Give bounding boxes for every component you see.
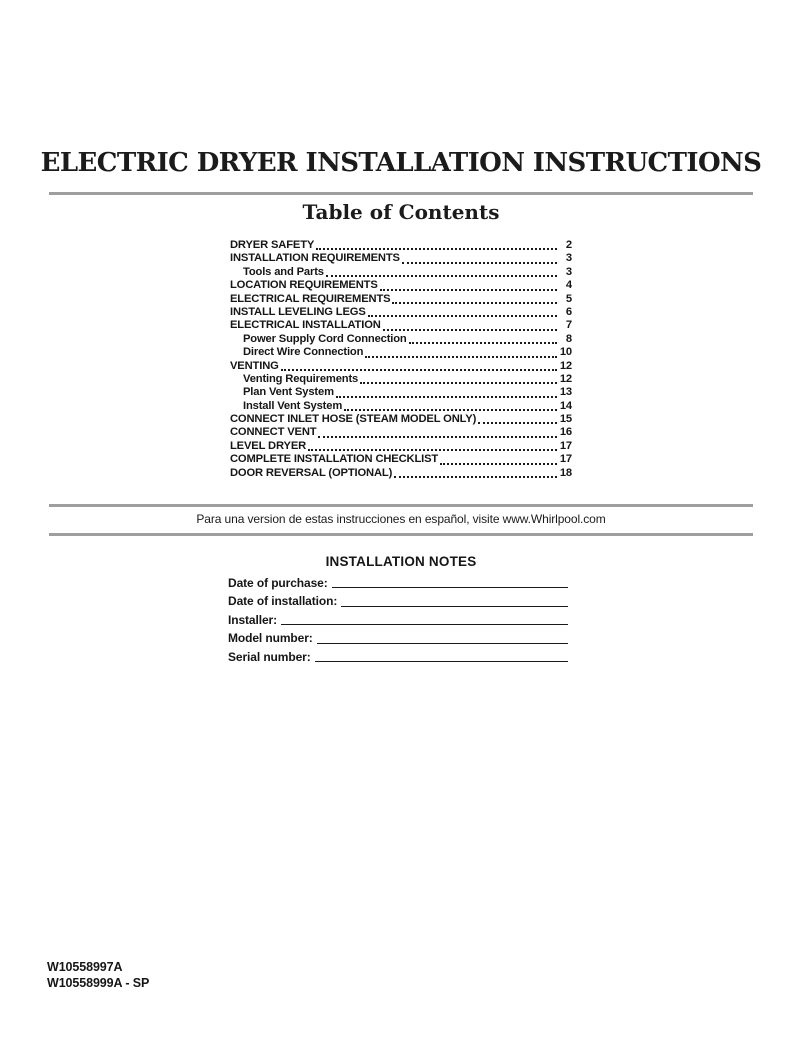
toc-title: Table of Contents: [302, 200, 500, 224]
part-number-primary: W10558997A: [47, 960, 123, 974]
toc-dot-leader: [440, 453, 557, 464]
toc-page-number: 6: [565, 305, 572, 318]
part-number-spanish: W10558999A - SP: [47, 976, 150, 990]
toc-page-number: 18: [559, 466, 572, 479]
toc-page-number: 10: [559, 346, 572, 359]
note-field-blank-line: [315, 661, 568, 662]
toc-entry: [230, 252, 572, 265]
toc-entry-label: Power Supply Cord Connection: [243, 332, 407, 345]
toc-dot-leader: [402, 252, 557, 263]
note-field-row: [228, 572, 568, 591]
toc-entry: [230, 400, 572, 413]
toc-dot-leader: [360, 373, 557, 384]
toc-dot-leader: [392, 293, 557, 304]
toc-entry: [230, 453, 572, 466]
divider-rule-top: [49, 192, 753, 195]
toc-dot-leader: [326, 266, 557, 277]
note-field-blank-line: [332, 587, 568, 588]
note-field-row: [228, 646, 568, 665]
toc-entry: [230, 413, 572, 426]
toc-dot-leader: [318, 426, 557, 437]
toc-entry-label: Venting Requirements: [243, 372, 359, 385]
toc-entry-label: Plan Vent System: [243, 386, 334, 399]
note-field-blank-line: [281, 624, 568, 625]
spanish-notice: Para una version de estas instrucciones en español, visite www.Whirlpool.com: [196, 512, 606, 526]
toc-dot-leader: [409, 333, 557, 344]
toc-entry: [230, 319, 572, 332]
toc-page-number: 3: [565, 252, 572, 265]
note-field-label: Installer:: [228, 612, 278, 627]
toc-entry: [230, 346, 572, 359]
toc-entry-label: Install Vent System: [243, 399, 343, 412]
toc-dot-leader: [368, 306, 557, 317]
toc-entry-label: VENTING: [230, 359, 279, 372]
toc-entry: [230, 239, 572, 252]
toc-page-number: 8: [565, 332, 572, 345]
toc-dot-leader: [344, 400, 557, 411]
toc-page-number: 12: [559, 372, 572, 385]
divider-rule-notice-top: [49, 504, 753, 507]
part-numbers: [47, 959, 149, 991]
toc-page-number: 2: [565, 239, 572, 251]
toc-dot-leader: [383, 319, 557, 330]
toc-page-number: 5: [565, 292, 572, 305]
toc-dot-leader: [365, 346, 557, 357]
toc-entry: [230, 293, 572, 306]
toc-dot-leader: [336, 386, 557, 397]
toc-dot-leader: [281, 360, 557, 371]
toc-dot-leader: [380, 279, 557, 290]
toc-entry-label: INSTALLATION REQUIREMENTS: [230, 252, 400, 265]
toc-page-number: 13: [559, 386, 572, 399]
installation-notes-heading: INSTALLATION NOTES: [325, 554, 477, 569]
toc-entry-label: LEVEL DRYER: [230, 439, 307, 452]
toc-page-number: 7: [565, 319, 572, 332]
toc-entry: [230, 266, 572, 279]
note-field-blank-line: [341, 606, 568, 607]
toc-dot-leader: [394, 467, 557, 478]
note-field-row: [228, 591, 568, 610]
toc-entry: [230, 360, 572, 373]
note-field-label: Date of purchase:: [228, 575, 328, 590]
toc-entry: [230, 467, 572, 480]
toc-entry-label: ELECTRICAL REQUIREMENTS: [230, 292, 391, 305]
installation-notes-fields: [228, 572, 568, 665]
toc-entry: [230, 386, 572, 399]
toc-page-number: 15: [559, 413, 572, 426]
toc-entry: [230, 306, 572, 319]
toc-entry: [230, 373, 572, 386]
toc-entry-label: LOCATION REQUIREMENTS: [230, 279, 378, 292]
toc-entry-label: COMPLETE INSTALLATION CHECKLIST: [230, 453, 439, 466]
table-of-contents: [230, 239, 572, 480]
note-field-label: Model number:: [228, 631, 313, 645]
note-field-blank-line: [317, 643, 568, 644]
toc-page-number: 12: [559, 359, 572, 372]
toc-page-number: 17: [559, 453, 572, 466]
toc-entry-label: DOOR REVERSAL (OPTIONAL): [230, 466, 393, 479]
toc-entry: [230, 279, 572, 292]
toc-entry-label: Direct Wire Connection: [243, 346, 364, 359]
toc-page-number: 16: [559, 426, 572, 439]
toc-dot-leader: [478, 413, 557, 424]
divider-rule-notice-bottom: [49, 533, 753, 536]
toc-page-number: 17: [559, 439, 572, 452]
toc-dot-leader: [316, 239, 557, 250]
toc-entry-label: DRYER SAFETY: [230, 239, 315, 251]
toc-dot-leader: [308, 440, 557, 451]
toc-page-number: 3: [565, 265, 572, 278]
note-field-label: Date of installation:: [228, 594, 338, 608]
toc-entry-label: CONNECT INLET HOSE (STEAM MODEL ONLY): [230, 413, 477, 426]
toc-entry-label: INSTALL LEVELING LEGS: [230, 305, 366, 318]
toc-entry: [230, 426, 572, 439]
toc-entry-label: ELECTRICAL INSTALLATION: [230, 319, 381, 332]
note-field-label: Serial number:: [228, 649, 311, 664]
toc-entry-label: CONNECT VENT: [230, 426, 317, 439]
note-field-row: [228, 628, 568, 647]
toc-page-number: 4: [565, 279, 572, 292]
page-title: ELECTRIC DRYER INSTALLATION INSTRUCTIONS: [40, 148, 762, 178]
toc-entry-label: Tools and Parts: [243, 265, 324, 278]
toc-page-number: 14: [559, 399, 572, 412]
note-field-row: [228, 609, 568, 628]
toc-entry: [230, 440, 572, 453]
toc-entry: [230, 333, 572, 346]
